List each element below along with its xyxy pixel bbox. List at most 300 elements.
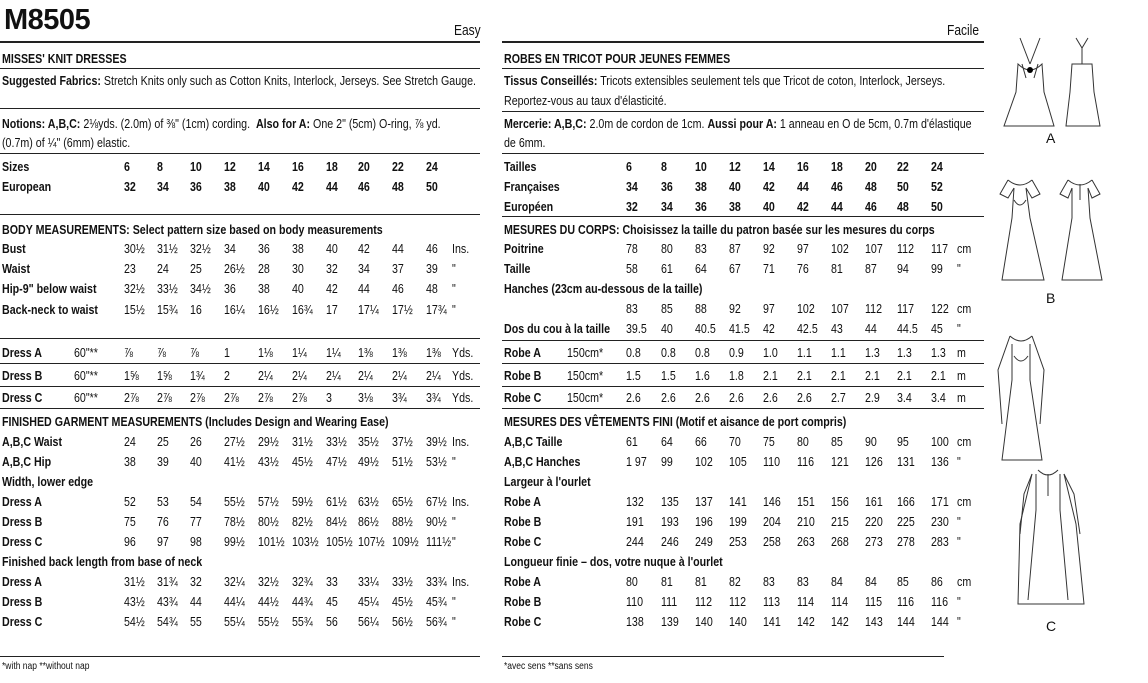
table-cell: 34 (157, 179, 169, 195)
table-cell: 58 (626, 261, 638, 277)
unit: " (452, 261, 456, 277)
table-cell: 14 (258, 159, 270, 174)
table-cell: 253 (729, 534, 747, 550)
table-cell: 2.1 (763, 367, 778, 383)
table-cell: 144 (931, 614, 949, 630)
table-cell: 24 (157, 261, 169, 277)
table-cell: 97 (157, 534, 169, 550)
table-cell: 85 (897, 574, 909, 589)
rule (0, 386, 480, 387)
table-cell: 44¾ (292, 594, 313, 610)
table-cell: 44 (358, 281, 370, 297)
table-cell: 95 (897, 434, 909, 449)
table-cell: 2¼ (358, 367, 373, 383)
table-cell: 283 (931, 534, 949, 550)
table-cell: 278 (897, 534, 915, 550)
table-cell: 30½ (124, 241, 145, 256)
table-cell: 114 (797, 594, 815, 610)
unit: Yds. (452, 345, 474, 360)
row-label: Robe C (504, 614, 542, 630)
unit: cm (957, 574, 972, 589)
unit: cm (957, 301, 972, 316)
row-label: Dress C (2, 390, 43, 405)
table-cell: 39 (157, 454, 169, 470)
table-cell: 31¾ (157, 574, 178, 589)
en-length-heading: Finished back length from base of neck (2, 554, 203, 569)
table-cell: 1.3 (865, 345, 880, 360)
table-cell: 18 (326, 159, 338, 174)
table-cell: 2⅞ (224, 390, 239, 405)
table-cell: 41.5 (729, 321, 750, 336)
table-cell: 1¼ (292, 345, 307, 360)
table-cell: 17¾ (426, 301, 447, 317)
table-cell: 111½ (426, 534, 452, 550)
table-cell: 26½ (224, 261, 245, 277)
row-label: Robe A (504, 345, 541, 360)
table-cell: 161 (865, 494, 883, 509)
row-label: Dress B (2, 514, 43, 530)
table-cell: 39 (426, 261, 438, 277)
table-cell: 24 (124, 434, 136, 449)
table-cell: 43½ (258, 454, 279, 470)
table-cell: 44 (190, 594, 202, 610)
table-cell: 2⅞ (258, 390, 273, 405)
rule (0, 153, 480, 154)
table-cell: 44 (326, 179, 338, 195)
table-cell: 84 (865, 574, 877, 589)
unit: " (957, 534, 961, 550)
rule (502, 111, 984, 112)
table-cell: 44.5 (897, 321, 918, 336)
table-cell: 156 (831, 494, 849, 509)
table-cell: 220 (865, 514, 883, 530)
table-cell: 50 (897, 179, 909, 195)
table-cell: 65½ (392, 494, 413, 509)
table-cell: 2.6 (695, 390, 710, 405)
table-cell: 116 (931, 594, 949, 610)
row-label: Dress A (2, 574, 42, 589)
rule (502, 216, 984, 217)
table-cell: 82 (729, 574, 741, 589)
table-cell: 10 (695, 159, 707, 174)
table-cell: 61½ (326, 494, 347, 509)
table-cell: 33½ (392, 574, 413, 589)
table-cell: 100 (931, 434, 949, 449)
unit: Ins. (452, 434, 470, 449)
table-cell: 12 (729, 159, 741, 174)
table-cell: 2.1 (831, 367, 846, 383)
table-cell: 52 (931, 179, 943, 195)
rule (502, 656, 944, 657)
table-cell: 1⅛ (258, 345, 273, 360)
en-footnote: *with nap **without nap (2, 661, 90, 672)
rule (0, 68, 480, 69)
row-label: European (2, 179, 52, 195)
table-cell: 38 (258, 281, 270, 297)
unit: " (452, 534, 456, 550)
fr-length-heading: Longueur finie – dos, votre nuque à l'ourlet (504, 554, 723, 569)
table-cell: 32½ (190, 241, 211, 256)
unit: cm (957, 494, 972, 509)
table-cell: 141 (763, 614, 781, 630)
table-cell: 258 (763, 534, 781, 550)
fr-title: ROBES EN TRICOT POUR JEUNES FEMMES (504, 51, 731, 66)
table-cell: 76 (797, 261, 809, 277)
rule (0, 656, 480, 657)
table-cell: ⅞ (190, 345, 199, 360)
pattern-number: M8505 (4, 4, 91, 36)
table-cell: 2.6 (797, 390, 812, 405)
table-cell: 55¾ (292, 614, 313, 630)
unit: Ins. (452, 241, 470, 256)
table-cell: 80 (797, 434, 809, 449)
header-rule-en (0, 41, 480, 43)
table-cell: 33 (326, 574, 338, 589)
table-cell: 92 (729, 301, 741, 316)
rule (502, 408, 984, 409)
table-cell: 56¼ (358, 614, 379, 630)
table-cell: 14 (763, 159, 775, 174)
table-cell: 1.3 (897, 345, 912, 360)
table-cell: 34½ (190, 281, 211, 297)
table-cell: 36 (258, 241, 270, 256)
table-cell: 45¾ (426, 594, 447, 610)
table-cell: 80 (661, 241, 673, 256)
table-cell: 2.9 (865, 390, 880, 405)
fr-finished-heading: MESURES DES VÊTEMENTS FINI (Motif et aisance de port compris) (504, 414, 847, 429)
table-cell: 3¾ (392, 390, 407, 405)
table-cell: 8 (661, 159, 667, 174)
unit: cm (957, 434, 972, 449)
unit: Yds. (452, 390, 474, 405)
table-cell: 116 (797, 454, 815, 470)
table-cell: 29½ (258, 434, 279, 449)
table-cell: 40 (763, 199, 775, 215)
fr-footnote: *avec sens **sans sens (504, 661, 593, 672)
unit: " (957, 514, 961, 530)
table-cell: 22 (897, 159, 909, 174)
table-cell: 96 (124, 534, 136, 550)
table-cell: 1.1 (797, 345, 812, 360)
table-cell: 44 (797, 179, 809, 195)
table-cell: 135 (661, 494, 679, 509)
table-cell: 80½ (258, 514, 279, 530)
unit: " (957, 321, 961, 336)
table-cell: 99½ (224, 534, 245, 550)
table-cell: 15½ (124, 301, 145, 317)
table-cell: 109½ (392, 534, 419, 550)
table-cell: 16½ (258, 301, 279, 317)
table-cell: 88½ (392, 514, 413, 530)
table-cell: 6 (626, 159, 632, 174)
table-cell: 45 (931, 321, 943, 336)
table-cell: 40 (661, 321, 673, 336)
table-cell: 1⅝ (124, 367, 139, 383)
dress-c-sketch (994, 324, 1114, 614)
table-cell: 3.4 (897, 390, 912, 405)
unit: cm (957, 241, 972, 256)
table-cell: 45½ (392, 594, 413, 610)
rule (0, 214, 480, 215)
table-cell: 77 (190, 514, 202, 530)
table-cell: 27½ (224, 434, 245, 449)
table-cell: 191 (626, 514, 644, 530)
table-cell: 3⅛ (358, 390, 373, 405)
rule (0, 408, 480, 409)
row-label: Poitrine (504, 241, 544, 256)
unit: " (452, 614, 456, 630)
header-rule-fr (502, 41, 984, 43)
table-cell: 56¾ (426, 614, 447, 630)
fr-fabrics: Tissus Conseillés: Tricots extensibles seulement tels que Tricot de coton, Interlock, Jerseys. (504, 73, 946, 88)
table-cell: 35½ (358, 434, 379, 449)
table-cell: 263 (797, 534, 815, 550)
table-cell: 40 (258, 179, 270, 195)
table-cell: 43¾ (157, 594, 178, 610)
table-cell: 40.5 (695, 321, 716, 336)
table-cell: 2.6 (729, 390, 744, 405)
row-label: Robe B (504, 514, 542, 530)
table-cell: 80 (626, 574, 638, 589)
table-cell: 48 (426, 281, 438, 297)
table-cell: 2.6 (763, 390, 778, 405)
row-label: Dress B (2, 594, 43, 610)
table-cell: 81 (695, 574, 707, 589)
table-cell: 121 (831, 454, 849, 470)
table-cell: 46 (865, 199, 877, 215)
table-cell: 42 (763, 321, 775, 336)
table-cell: 66 (695, 434, 707, 449)
unit: " (957, 614, 961, 630)
table-cell: 199 (729, 514, 747, 530)
table-cell: 42 (763, 179, 775, 195)
table-cell: 97 (763, 301, 775, 316)
table-cell: 99 (661, 454, 673, 470)
table-cell: 139 (661, 614, 679, 630)
table-cell: 122 (931, 301, 949, 316)
table-cell: 2⅞ (292, 390, 307, 405)
table-cell: 111 (661, 594, 678, 610)
table-cell: 43 (831, 321, 843, 336)
table-cell: 193 (661, 514, 679, 530)
table-cell: 87 (865, 261, 877, 277)
table-cell: 84½ (326, 514, 347, 530)
table-cell: 31½ (157, 241, 178, 256)
table-cell: 46 (358, 179, 370, 195)
table-cell: 101½ (258, 534, 285, 550)
table-cell: 6 (124, 159, 130, 174)
en-body-heading: BODY MEASUREMENTS: Select pattern size based on body measurements (2, 222, 383, 237)
table-cell: 53 (157, 494, 169, 509)
table-cell: 45 (326, 594, 338, 610)
table-cell: 85 (661, 301, 673, 316)
table-cell: 114 (831, 594, 849, 610)
fabric-width: 60"** (74, 345, 98, 360)
table-cell: 140 (695, 614, 713, 630)
table-cell: 142 (797, 614, 815, 630)
table-cell: 1.5 (626, 367, 641, 383)
table-cell: 99 (931, 261, 943, 277)
table-cell: 20 (865, 159, 877, 174)
table-cell: 103½ (292, 534, 319, 550)
row-label: Bust (2, 241, 26, 256)
table-cell: 59½ (292, 494, 313, 509)
table-cell: 26 (190, 434, 202, 449)
table-cell: 2 (224, 367, 230, 383)
rule (502, 363, 984, 364)
table-cell: 34 (661, 199, 673, 215)
table-cell: 2¼ (258, 367, 273, 383)
table-cell: 48 (865, 179, 877, 195)
difficulty-level-en: Easy (454, 22, 481, 39)
fabric-width: 60"** (74, 390, 98, 405)
rule (0, 108, 480, 109)
fabric-width: 150cm* (567, 390, 604, 405)
table-cell: 90½ (426, 514, 447, 530)
table-cell: 42 (797, 199, 809, 215)
unit: " (452, 301, 456, 317)
table-cell: 43½ (124, 594, 145, 610)
row-label: Robe B (504, 594, 542, 610)
row-label: Dress A (2, 345, 42, 360)
table-cell: 1 (224, 345, 230, 360)
table-cell: 32½ (258, 574, 279, 589)
table-cell: 32¼ (224, 574, 245, 589)
table-cell: 28 (258, 261, 270, 277)
table-cell: 1.1 (831, 345, 846, 360)
table-cell: 56 (326, 614, 338, 630)
rule (502, 386, 984, 387)
unit: m (957, 345, 966, 360)
fr-fabrics-cont: Reportez-vous au taux d'élasticité. (504, 93, 667, 108)
table-cell: 16¾ (292, 301, 313, 317)
table-cell: 1 97 (626, 454, 647, 470)
table-cell: ⅞ (124, 345, 133, 360)
unit: " (957, 261, 961, 277)
table-cell: 44 (831, 199, 843, 215)
table-cell: 42.5 (797, 321, 818, 336)
table-cell: 107½ (358, 534, 385, 550)
table-cell: 204 (763, 514, 781, 530)
dress-a-sketch (996, 34, 1112, 134)
table-cell: 32 (326, 261, 338, 277)
table-cell: 268 (831, 534, 849, 550)
row-label: A,B,C Hip (2, 454, 52, 470)
table-cell: 70 (729, 434, 741, 449)
rule (502, 340, 984, 341)
table-cell: 83 (763, 574, 775, 589)
table-cell: 1.5 (661, 367, 676, 383)
table-cell: 117 (897, 301, 915, 316)
row-label: A,B,C Taille (504, 434, 563, 449)
table-cell: 76 (157, 514, 169, 530)
table-cell: 3 (326, 390, 332, 405)
table-cell: 92 (763, 241, 775, 256)
table-cell: 20 (358, 159, 370, 174)
table-cell: 50 (426, 179, 438, 195)
en-notions-cont: (0.7m) of ¼" (6mm) elastic. (2, 135, 131, 150)
row-label: Européen (504, 199, 554, 215)
table-cell: 63½ (358, 494, 379, 509)
rule (0, 338, 480, 339)
table-cell: 1.6 (695, 367, 710, 383)
table-cell: 55¼ (224, 614, 245, 630)
fr-notions-cont: de 6mm. (504, 135, 546, 150)
table-cell: 30 (292, 261, 304, 277)
table-cell: 8 (157, 159, 163, 174)
table-cell: 40 (190, 454, 202, 470)
table-cell: 54¾ (157, 614, 178, 630)
table-cell: 45½ (292, 454, 313, 470)
table-cell: 112 (695, 594, 713, 610)
unit: " (957, 454, 961, 470)
table-cell: 143 (865, 614, 883, 630)
table-cell: 46 (831, 179, 843, 195)
row-label: Tailles (504, 159, 537, 174)
table-cell: 215 (831, 514, 849, 530)
row-label: Robe A (504, 494, 541, 509)
row-label: Hip-9" below waist (2, 281, 97, 297)
table-cell: 2¼ (326, 367, 341, 383)
table-cell: 273 (865, 534, 883, 550)
table-cell: 115 (865, 594, 883, 610)
fr-width-heading: Largeur à l'ourlet (504, 474, 591, 489)
table-cell: 16 (797, 159, 809, 174)
table-cell: 110 (763, 454, 781, 470)
table-cell: 1⅜ (392, 345, 407, 360)
row-label: Robe A (504, 574, 541, 589)
dress-a-label: A (1046, 130, 1056, 146)
table-cell: 54 (190, 494, 202, 509)
table-cell: 12 (224, 159, 236, 174)
table-cell: 75 (763, 434, 775, 449)
table-cell: 86 (931, 574, 943, 589)
table-cell: 98 (190, 534, 202, 550)
fabric-width: 150cm* (567, 345, 604, 360)
table-cell: 0.8 (626, 345, 641, 360)
table-cell: 0.8 (661, 345, 676, 360)
table-cell: 64 (661, 434, 673, 449)
table-cell: 34 (358, 261, 370, 277)
table-cell: 246 (661, 534, 679, 550)
table-cell: 102 (797, 301, 815, 316)
table-cell: 2¼ (292, 367, 307, 383)
table-cell: 45¼ (358, 594, 379, 610)
table-cell: 0.8 (695, 345, 710, 360)
table-cell: 81 (831, 261, 843, 277)
table-cell: 55½ (258, 614, 279, 630)
row-label: A,B,C Waist (2, 434, 63, 449)
table-cell: 37½ (392, 434, 413, 449)
row-label: Robe C (504, 390, 542, 405)
table-cell: 47½ (326, 454, 347, 470)
table-cell: 1.8 (729, 367, 744, 383)
table-cell: 94 (897, 261, 909, 277)
table-cell: 32½ (124, 281, 145, 297)
table-cell: 144 (897, 614, 915, 630)
table-cell: 54½ (124, 614, 145, 630)
table-cell: 55 (190, 614, 202, 630)
table-cell: 1¾ (190, 367, 205, 383)
rule (502, 68, 984, 69)
table-cell: 42 (358, 241, 370, 256)
table-cell: 2.1 (865, 367, 880, 383)
row-label: Robe C (504, 534, 542, 550)
table-cell: 40 (326, 241, 338, 256)
table-cell: 1.3 (931, 345, 946, 360)
table-cell: 141 (729, 494, 747, 509)
table-cell: 75 (124, 514, 136, 530)
